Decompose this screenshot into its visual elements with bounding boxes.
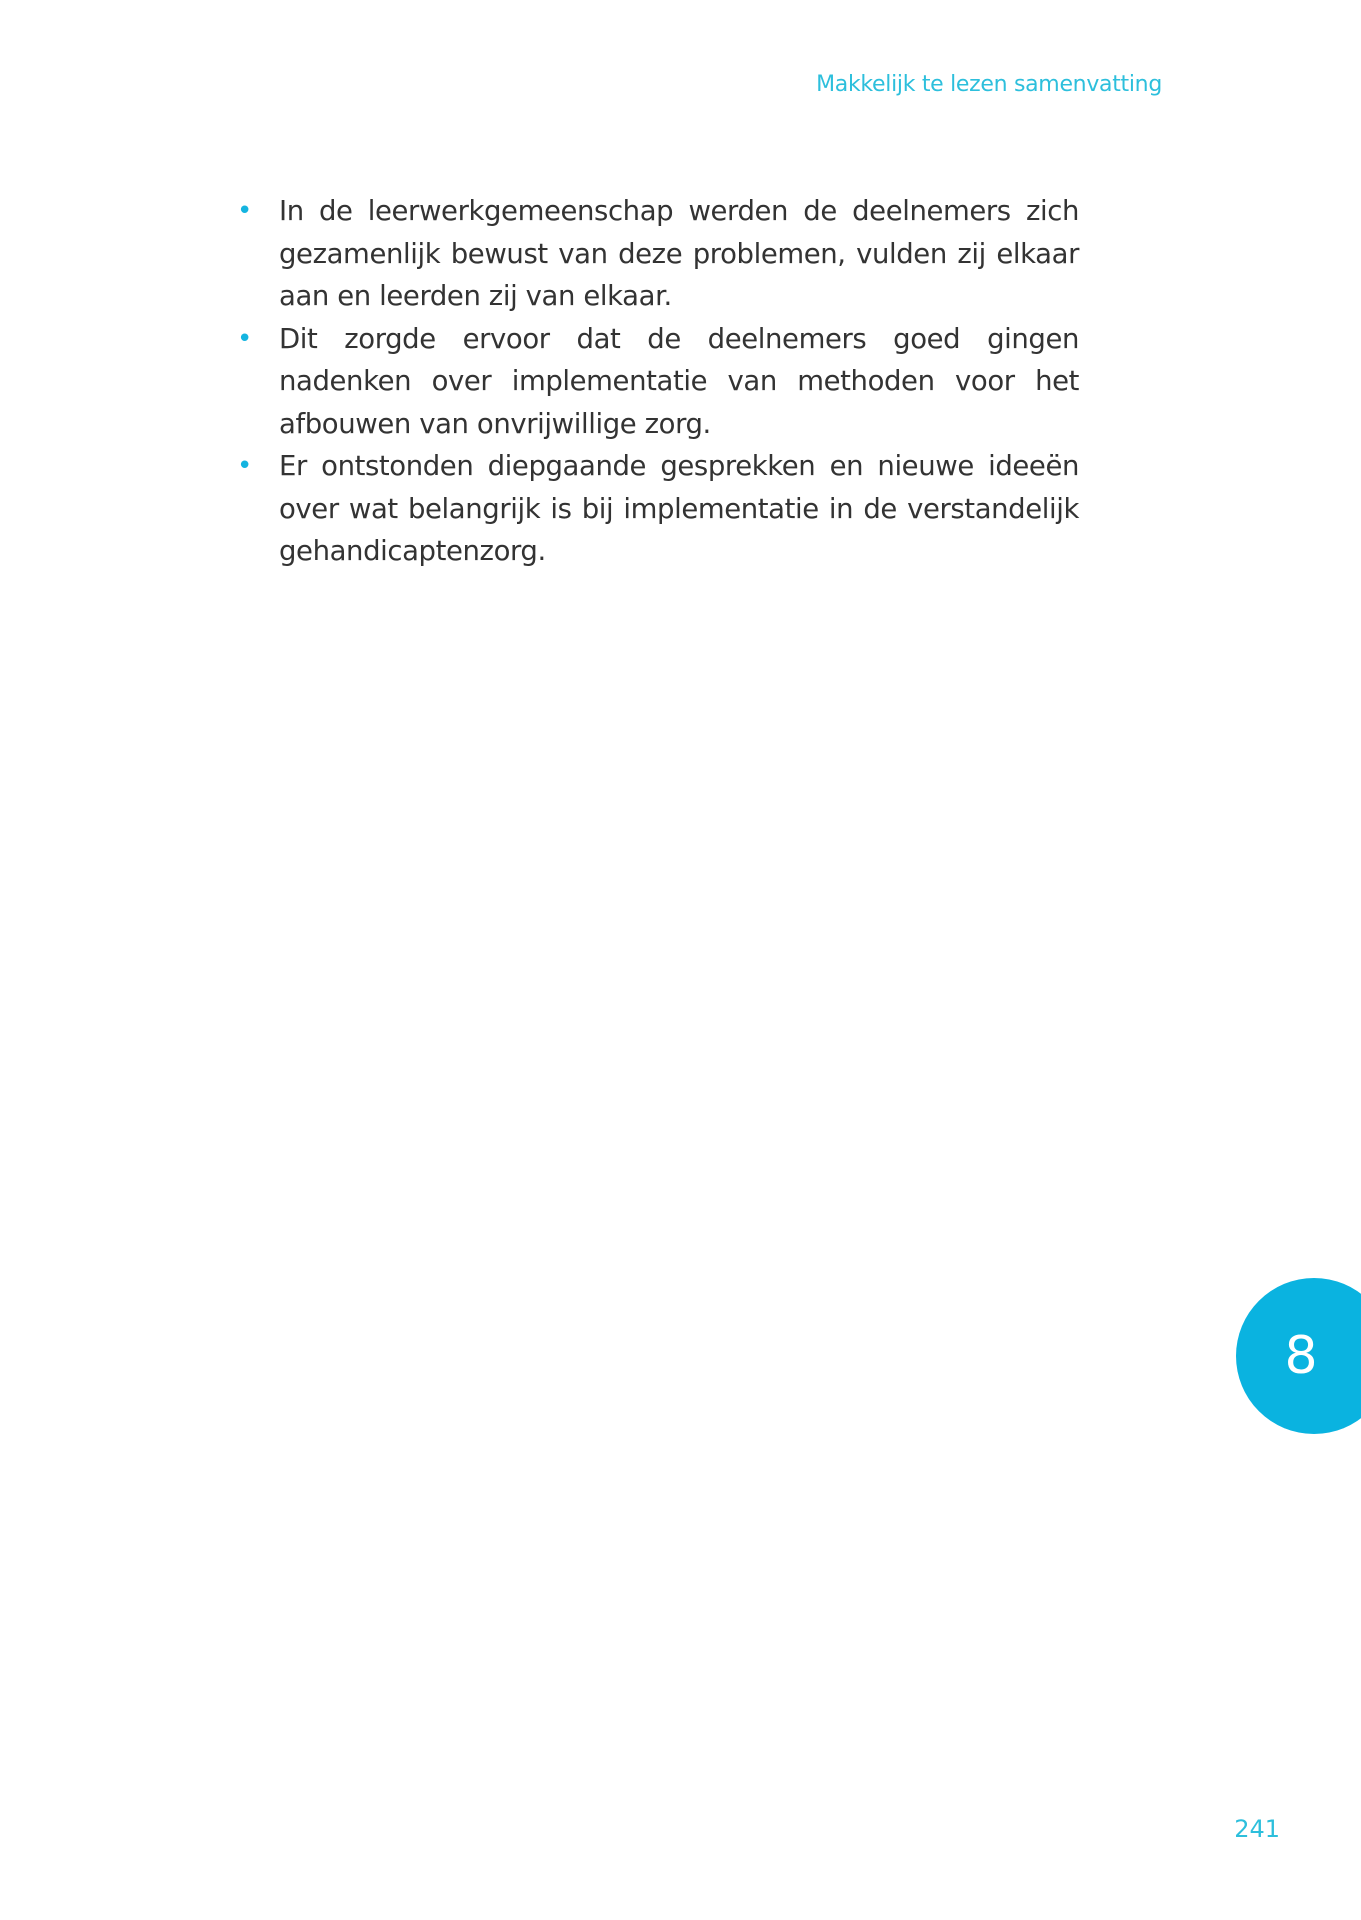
list-item <box>237 445 1079 573</box>
bullet-text: Dit zorgde ervoor dat de deelnemers goed gingen nadenken over implementatie van methoden voor het afbouwen van onvrijwillige zorg. <box>279 322 1079 440</box>
bullet-text: In de leerwerkgemeenschap werden de deelnemers zich gezamenlijk bewust van deze problemen, vulden zij elkaar aan en leerden zij van elkaar. <box>279 195 1079 312</box>
bullet-list <box>237 190 1079 573</box>
chapter-number: 8 <box>1284 1326 1318 1386</box>
bullet-text: Er ontstonden diepgaande gesprekken en nieuwe ideeën over wat belangrijk is bij implementatie in de verstandelijk gehandicaptenzorg. <box>279 450 1079 567</box>
bullet-icon: • <box>237 451 252 481</box>
list-item <box>237 318 1079 446</box>
bullet-icon: • <box>237 323 252 354</box>
chapter-tab <box>1236 1278 1361 1434</box>
running-header-title: Makkelijk te lezen samenvatting <box>816 72 1162 97</box>
bullet-icon: • <box>237 196 252 226</box>
list-item <box>237 190 1079 318</box>
page-number: 241 <box>1234 1815 1280 1843</box>
